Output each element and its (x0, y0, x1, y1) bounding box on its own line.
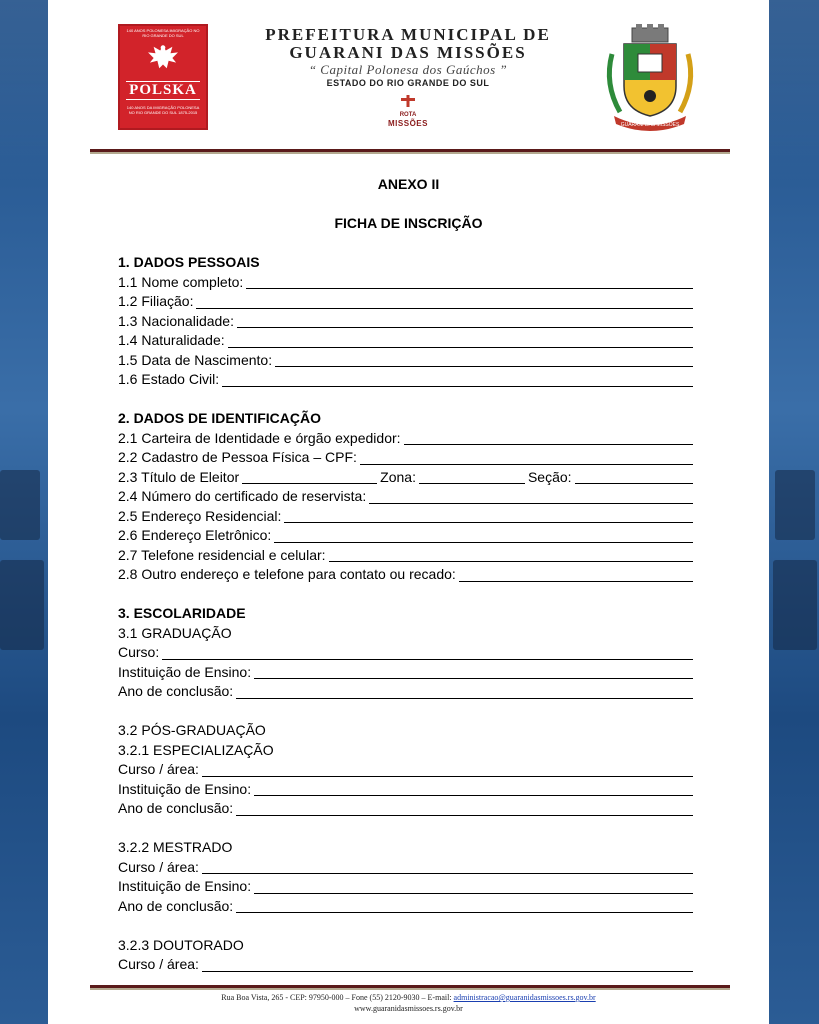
header-divider (90, 149, 730, 154)
field-data-nascimento[interactable] (118, 351, 693, 371)
polska-logo-top-text: 140 ANOS POLONESA IMIGRAÇÃO NO RIO GRANDE DO SUL (126, 28, 200, 38)
background-chair-shape (0, 560, 44, 650)
subsection-doutorado: 3.2.3 DOUTORADO (118, 936, 244, 953)
background-chair-shape (773, 560, 817, 650)
blank-line (575, 469, 693, 484)
field-grad-curso[interactable] (118, 643, 693, 663)
blank-line (202, 762, 693, 777)
field-filiacao[interactable] (118, 292, 693, 312)
field-espec-ano[interactable] (118, 799, 693, 819)
field-label: Ano de conclusão: (118, 683, 234, 699)
field-label-zona: Zona: (380, 468, 416, 485)
header-title-line1: PREFEITURA MUNICIPAL DE (265, 25, 551, 44)
field-label: Instituição de Ensino: (118, 878, 252, 894)
header-motto: “ Capital Polonesa dos Gaúchos ” (308, 62, 508, 77)
field-label: Instituição de Ensino: (118, 780, 252, 797)
field-label: 1.5 Data de Nascimento: (118, 351, 273, 368)
field-mestrado-curso[interactable] (118, 858, 693, 878)
blank-line (236, 684, 693, 699)
rota-label: ROTA (399, 112, 417, 118)
field-mestrado-ano[interactable] (118, 897, 693, 917)
field-label: 1.3 Nacionalidade: (118, 312, 234, 329)
blank-line (284, 508, 693, 523)
annex-title: ANEXO II (377, 176, 440, 192)
section-personal-data-title: 1. DADOS PESSOAIS (118, 254, 260, 270)
field-grad-ano[interactable] (118, 682, 693, 702)
field-telefone[interactable] (118, 546, 693, 566)
coat-of-arms-icon (600, 24, 700, 132)
field-label: 1.6 Estado Civil: (118, 371, 220, 387)
blank-line (202, 957, 693, 972)
background-left-panel (0, 0, 48, 1024)
blank-line (360, 450, 693, 465)
municipality-header (218, 26, 598, 89)
field-label: 2.1 Carteira de Identidade e órgão expedidor: (118, 429, 401, 446)
footer-website: www.guaranidasmissoes.rs.gov.br (354, 1004, 463, 1013)
field-label: 2.6 Endereço Eletrônico: (118, 527, 272, 543)
field-label: Ano de conclusão: (118, 897, 234, 914)
rota-missoes-logo (378, 94, 438, 128)
rota-cross-icon (399, 95, 417, 107)
footer-address-line (48, 992, 769, 1003)
field-mestrado-instituicao[interactable] (118, 877, 693, 897)
blank-line (329, 547, 693, 562)
rota-name: MISSÕES (388, 119, 428, 128)
spacer (118, 819, 693, 839)
form-body (118, 253, 693, 975)
field-espec-instituicao[interactable] (118, 780, 693, 800)
field-label: 2.3 Título de Eleitor (118, 468, 240, 485)
background-right-panel (769, 0, 819, 1024)
field-endereco-residencial[interactable] (118, 507, 693, 527)
field-nome-completo[interactable] (118, 273, 693, 293)
blank-line (236, 898, 693, 913)
field-endereco-eletronico[interactable] (118, 526, 693, 546)
polska-logo-bottom-text: 140 ANOS DA IMIGRAÇÃO POLONESA NO RIO GRANDE DO SUL 1875-2015 (126, 105, 200, 115)
field-label: Curso / área: (118, 761, 199, 777)
field-naturalidade[interactable] (118, 331, 693, 351)
field-espec-curso[interactable] (118, 760, 693, 780)
field-label: 2.7 Telefone residencial e celular: (118, 546, 326, 563)
field-label: 1.2 Filiação: (118, 293, 194, 309)
header-title-line2: GUARANI DAS MISSÕES (289, 43, 527, 62)
field-label: 1.1 Nome completo: (118, 273, 244, 290)
crest-ribbon-text: GUARANI DAS MISSÕES (620, 122, 680, 128)
field-certificado-reservista[interactable] (118, 487, 693, 507)
field-grad-instituicao[interactable] (118, 663, 693, 683)
field-label: Curso / área: (118, 956, 199, 972)
field-nacionalidade[interactable] (118, 312, 693, 332)
field-carteira-identidade[interactable] (118, 429, 693, 449)
blank-line (275, 352, 693, 367)
polska-word: POLSKA (126, 81, 200, 100)
background-chair-shape (0, 470, 40, 540)
header-state: ESTADO DO RIO GRANDE DO SUL (326, 78, 490, 88)
blank-line (459, 567, 693, 582)
field-outro-endereco[interactable] (118, 565, 693, 585)
field-label: 2.4 Número do certificado de reservista: (118, 488, 367, 504)
page-footer (48, 992, 769, 1014)
field-label: Ano de conclusão: (118, 800, 234, 816)
field-label: 1.4 Naturalidade: (118, 332, 225, 348)
field-titulo-eleitor[interactable] (118, 468, 693, 488)
blank-line (222, 372, 693, 387)
field-label: Curso / área: (118, 858, 199, 875)
form-title: FICHA DE INSCRIÇÃO (334, 215, 483, 231)
blank-line (369, 489, 693, 504)
subsection-mestrado: 3.2.2 MESTRADO (118, 839, 233, 855)
section-education-title: 3. ESCOLARIDADE (118, 605, 246, 621)
field-doutorado-curso[interactable] (118, 955, 693, 975)
field-estado-civil[interactable] (118, 370, 693, 390)
footer-divider (90, 985, 730, 990)
subsection-graduacao: 3.1 GRADUAÇÃO (118, 624, 232, 641)
footer-email-link[interactable]: administracao@guaranidasmissoes.rs.gov.br (453, 993, 596, 1002)
footer-address: Rua Boa Vista, 265 - CEP: 97950-000 – Fone (55) 2120-9030 – E-mail: (221, 993, 452, 1002)
field-label: Curso: (118, 644, 160, 660)
blank-line (228, 333, 693, 348)
field-label: 2.8 Outro endereço e telefone para contato ou recado: (118, 566, 456, 582)
subsection-especializacao: 3.2.1 ESPECIALIZAÇÃO (118, 741, 274, 758)
document-page (48, 0, 769, 1024)
blank-line (274, 528, 693, 543)
field-label-secao: Seção: (527, 468, 572, 485)
field-label: Instituição de Ensino: (118, 663, 252, 680)
blank-line (419, 469, 525, 484)
blank-line (202, 859, 693, 874)
field-label: 2.5 Endereço Residencial: (118, 507, 282, 524)
blank-line (196, 294, 693, 309)
blank-line (236, 801, 693, 816)
blank-line (254, 781, 693, 796)
blank-line (246, 274, 693, 289)
blank-line (242, 469, 377, 484)
section-identification-title: 2. DADOS DE IDENTIFICAÇÃO (118, 410, 322, 426)
subsection-pos-graduacao: 3.2 PÓS-GRADUAÇÃO (118, 722, 266, 738)
polska-logo (118, 24, 208, 130)
eagle-icon (144, 42, 182, 72)
spacer (118, 390, 693, 410)
blank-line (237, 313, 693, 328)
field-label: 2.2 Cadastro de Pessoa Física – CPF: (118, 449, 357, 465)
blank-line (162, 645, 693, 660)
spacer (118, 702, 693, 722)
background-chair-shape (775, 470, 815, 540)
spacer (118, 585, 693, 605)
blank-line (254, 879, 693, 894)
blank-line (254, 664, 693, 679)
blank-line (404, 430, 693, 445)
spacer (118, 916, 693, 936)
field-cpf[interactable] (118, 448, 693, 468)
